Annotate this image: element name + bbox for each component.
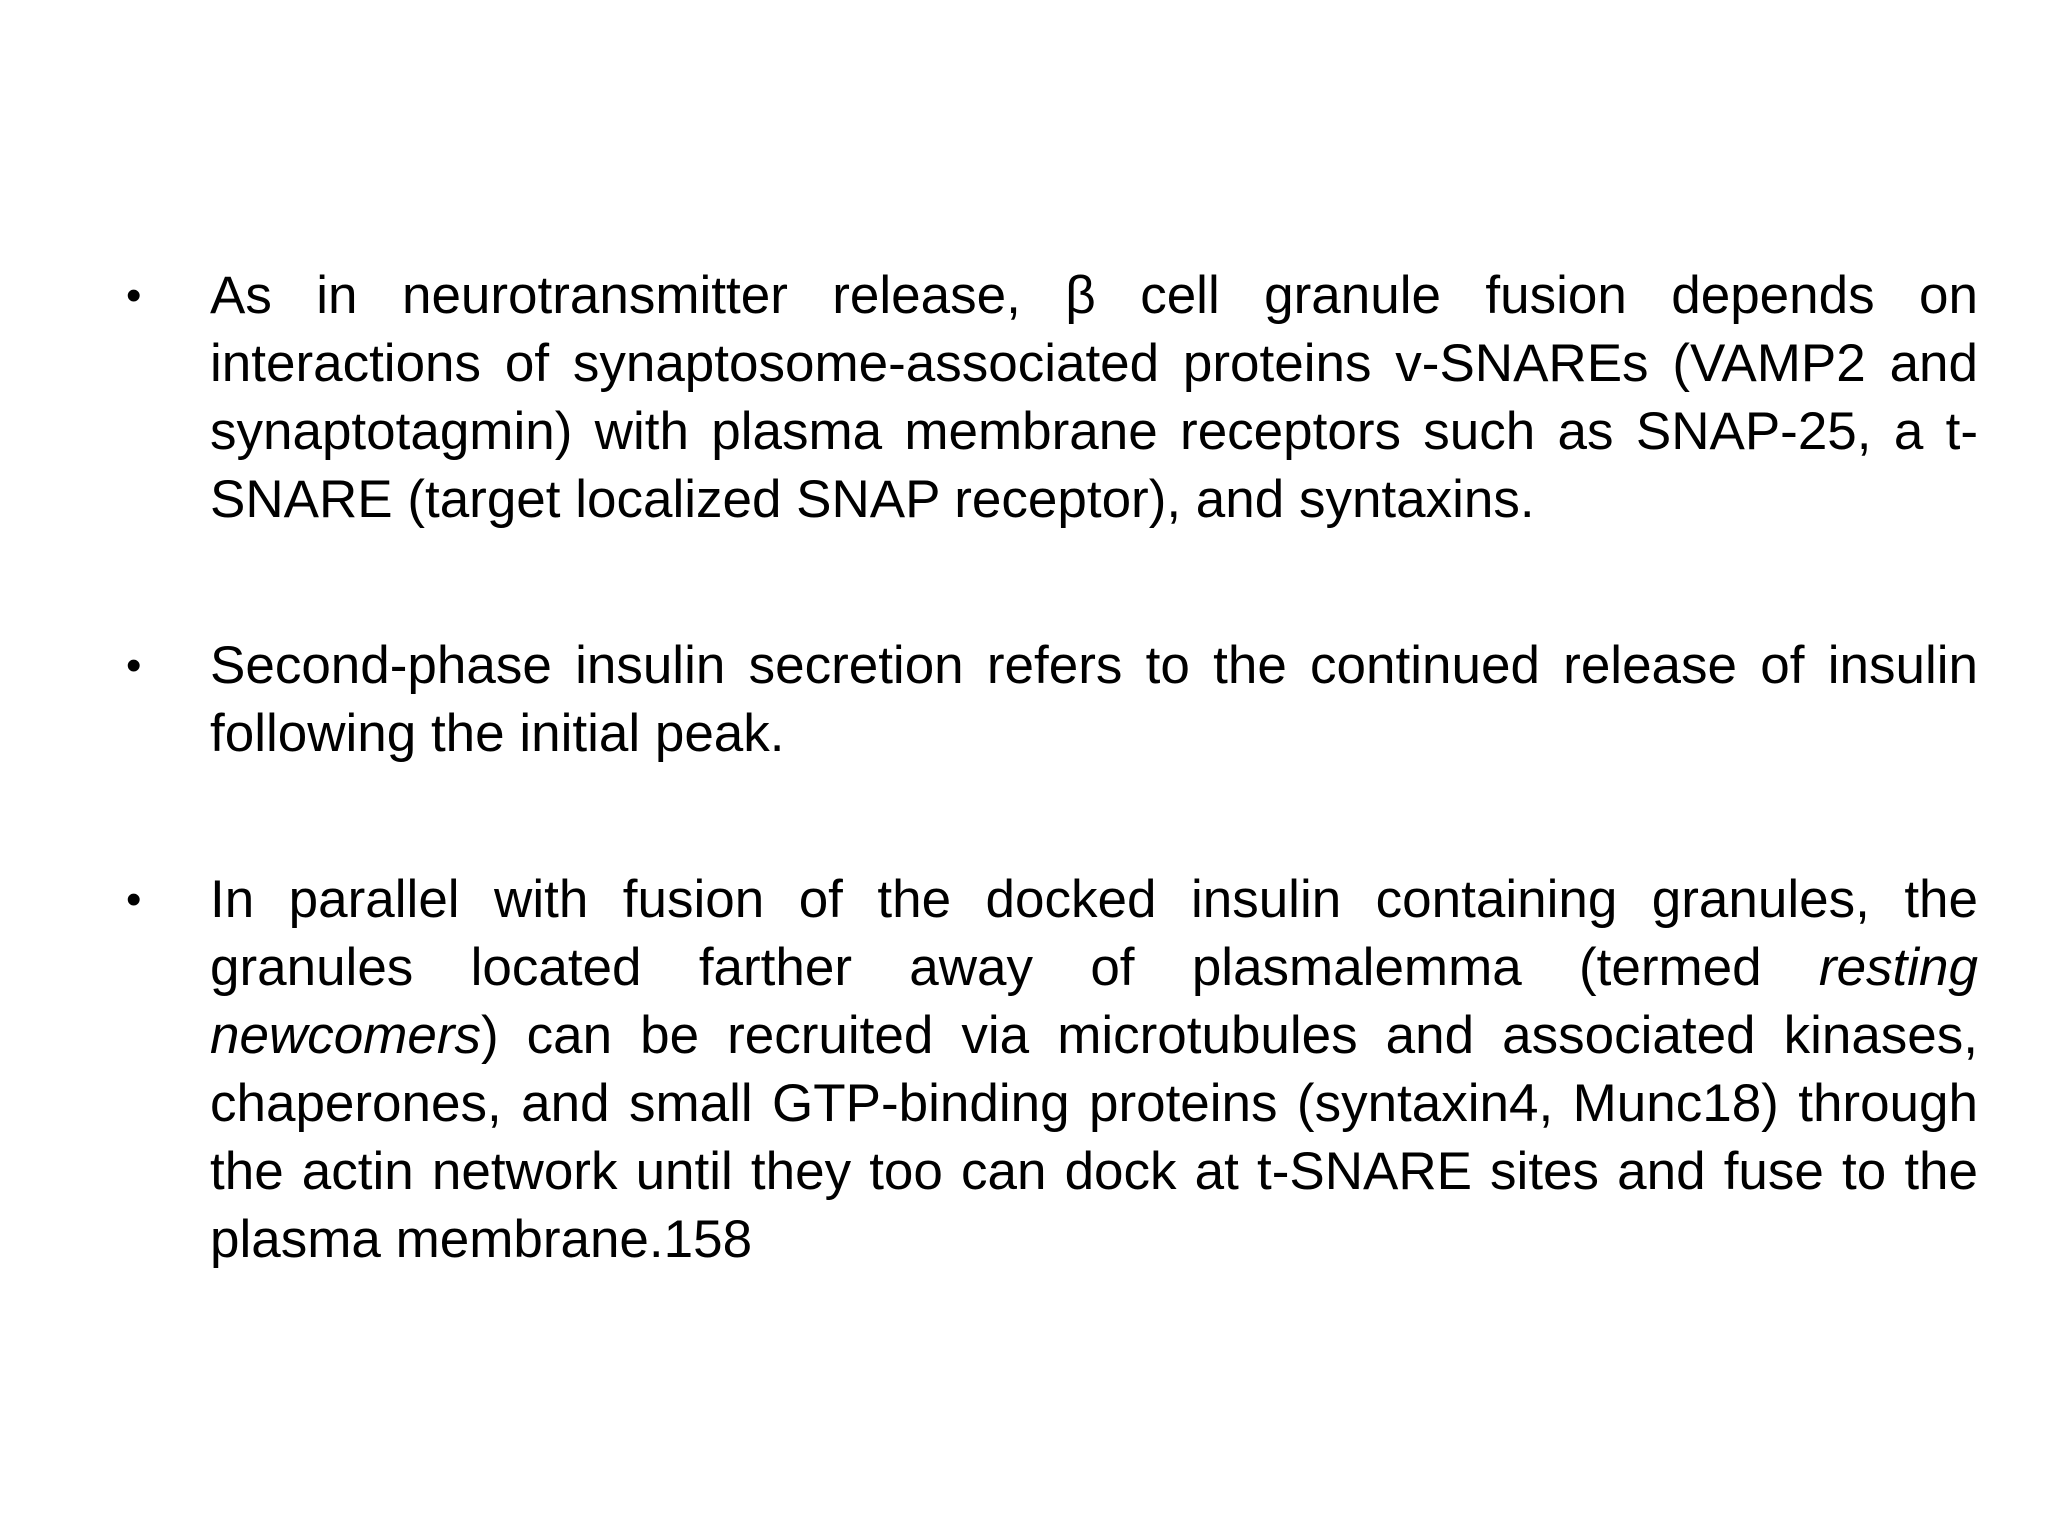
bullet-text-snare-fusion: As in neurotransmitter release, β cell granule fusion depends on interactions of synaptosome-associated proteins v-SNAREs (VAMP2 and synaptotagmin) with plasma membrane receptors such as SNAP-25, a t-SNARE (target localized SNAP receptor), and syntaxins. (210, 266, 1978, 529)
text-after-italic: ) can be recruited via microtubules and associated kinases, chaperones, and small GTP-binding proteins (syntaxin4, Munc18) through the actin network until they too can dock at t-SNARE sites and fuse to the plasma membrane.158 (210, 1006, 1978, 1269)
bullet-item-resting-newcomers (118, 866, 1978, 1274)
italic-term: resting newcomers (210, 938, 1978, 1065)
bullet-text-resting-newcomers (210, 866, 1978, 1274)
bullet-marker: • (126, 875, 142, 924)
bullet-marker: • (126, 271, 142, 320)
bullet-item-snare-fusion (118, 262, 1978, 534)
bullet-list (118, 262, 1978, 1274)
bullet-marker: • (126, 641, 142, 690)
bullet-item-second-phase (118, 632, 1978, 768)
bullet-text-second-phase: Second-phase insulin secretion refers to the continued release of insulin following the initial peak. (210, 636, 1978, 763)
text-before-italic: In parallel with fusion of the docked insulin containing granules, the granules located farther away of plasmalemma (termed (210, 870, 1978, 997)
